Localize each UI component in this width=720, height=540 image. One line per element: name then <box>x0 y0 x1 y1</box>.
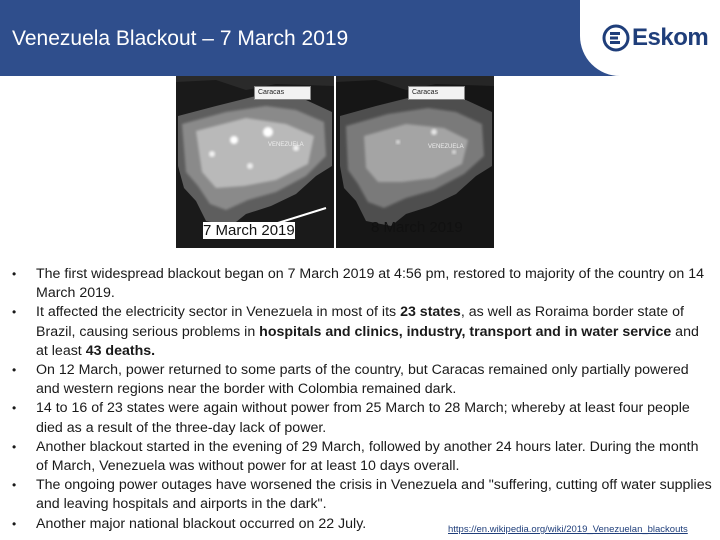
bullet-dot-icon: • <box>12 478 17 493</box>
eskom-logo-icon <box>602 24 630 52</box>
bullet-text: and at least <box>36 323 699 359</box>
bullet-item <box>12 399 712 437</box>
map-place-label: Caracas <box>408 86 465 100</box>
bullet-dot-icon: • <box>12 439 17 454</box>
bullet-dot-icon: • <box>12 363 17 378</box>
bullet-list <box>12 265 712 534</box>
map-country-label: VENEZUELA <box>268 142 304 148</box>
logo-area <box>580 0 720 76</box>
image-caption-after: 8 March 2019 <box>371 219 463 236</box>
bullet-text: The first widespread blackout began on 7 March 2019 at 4:56 pm, restored to majority of the country on 14 March 2019. <box>36 266 704 302</box>
bullet-dot-icon: • <box>12 401 17 416</box>
bullet-item <box>12 265 712 303</box>
map-place-label: Caracas <box>254 86 311 100</box>
bullet-dot-icon: • <box>12 516 17 531</box>
bullet-emphasis: 23 states <box>400 304 461 321</box>
bullet-emphasis: hospitals and clinics, industry, transport and in water service <box>259 323 672 340</box>
source-link[interactable]: https://en.wikipedia.org/wiki/2019_Venezuelan_blackouts <box>448 524 688 535</box>
logo-wordmark: Eskom <box>632 24 709 51</box>
bullet-item <box>12 361 712 399</box>
bullet-dot-icon: • <box>12 305 17 320</box>
bullet-emphasis: 43 deaths. <box>85 342 156 359</box>
bullet-text: Another blackout started in the evening of 29 March, followed by another 24 hours later. During the month of March, Venezuela was without power for at least 10 days overall. <box>36 438 699 475</box>
bullet-text: Another major national blackout occurred on 22 July. <box>36 515 367 532</box>
bullet-item <box>12 303 712 361</box>
header-bar <box>0 0 720 76</box>
slide-title: Venezuela Blackout – 7 March 2019 <box>12 27 349 50</box>
bullet-text: 14 to 16 of 23 states were again without power from 25 March to 28 March; whereby at least four people died as a result of the three-day lack of power. <box>36 400 690 436</box>
bullet-text: It affected the electricity sector in Venezuela in most of its <box>36 304 401 321</box>
bullet-text: The ongoing power outages have worsened the crisis in Venezuela and "suffering, cutting off water supplies and leaving hospitals and airports in the dark". <box>36 477 712 513</box>
bullet-dot-icon: • <box>12 267 17 281</box>
bullet-item <box>12 476 712 514</box>
map-country-label: VENEZUELA <box>428 144 464 150</box>
bullet-text: On 12 March, power returned to some parts of the country, but Caracas remained only partially powered and western regions near the border with Colombia remained dark. <box>36 362 689 398</box>
bullet-item <box>12 438 712 476</box>
image-caption-before: 7 March 2019 <box>203 222 295 239</box>
bullet-text: , as well as Roraima border state of Brazil, causing serious problems in <box>36 304 684 340</box>
